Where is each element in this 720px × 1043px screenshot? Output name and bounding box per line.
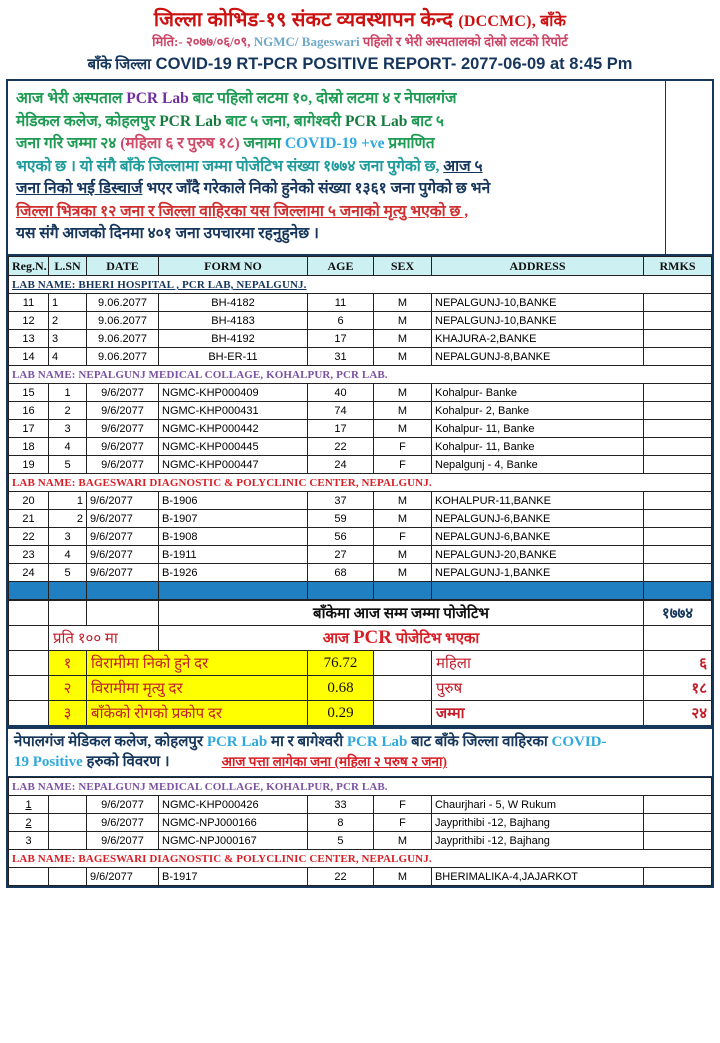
cell-rmks <box>644 438 712 456</box>
cell-reg: 20 <box>9 492 49 510</box>
cell-date: 9/6/2077 <box>87 384 159 402</box>
narrative-l4-today: आज ५ <box>443 157 483 175</box>
lab-name-row <box>9 366 712 384</box>
table-row <box>9 294 712 312</box>
cell-rmks <box>644 456 712 474</box>
outside-l2-found-today: आज पत्ता लागेका जना (महिला २ परुष २ जना) <box>221 754 447 770</box>
narrative-l6-deaths: जिल्ला भित्रका १२ जना र जिल्ला वाहिरका यस जिल्लामा ५ जनाको मृत्यु भएको छ , <box>16 202 469 220</box>
narrative-l2-c: बाट ५ जना, बागेश्वरी <box>225 112 342 130</box>
total-positive-label: बाँकेमा आज सम्म जम्मा पोजेटिभ <box>159 601 644 626</box>
cell-sex: M <box>374 384 432 402</box>
spacer-cell <box>87 601 159 626</box>
outside-lab-name-bageswari: LAB NAME: BAGESWARI DIAGNOSTIC & POLYCLINIC CENTER, NEPALGUNJ. <box>9 850 712 868</box>
cell-address: NEPALGUNJ-10,BANKE <box>432 294 644 312</box>
spacer-cell <box>9 601 49 626</box>
cell-date: 9/6/2077 <box>87 510 159 528</box>
narrative-block <box>8 81 712 256</box>
outside-lab-name-ngmc: LAB NAME: NEPALGUNJ MEDICAL COLLAGE, KOHALPUR, PCR LAB. <box>9 778 712 796</box>
table-row <box>9 438 712 456</box>
narrative-line-1 <box>16 88 657 110</box>
cell-date: 9/6/2077 <box>87 420 159 438</box>
cell-form: BH-4192 <box>159 330 308 348</box>
outside-note-line1 <box>14 732 706 752</box>
col-regn: Reg.N. <box>9 257 49 276</box>
divider-cell <box>308 582 374 600</box>
cell-address: Kohalpur- Banke <box>432 384 644 402</box>
header-row <box>9 257 712 276</box>
cell-form: NGMC-KHP000409 <box>159 384 308 402</box>
cell-form: BH-4183 <box>159 312 308 330</box>
cell-rmks <box>644 312 712 330</box>
rate-label-recovery: विरामीमा निको हुने दर <box>87 651 308 676</box>
cell-lsn: 2 <box>49 510 87 528</box>
table-row <box>9 330 712 348</box>
cell-reg: 2 <box>9 814 49 832</box>
cell-rmks <box>644 564 712 582</box>
table-row <box>9 832 712 850</box>
cell-date: 9.06.2077 <box>87 294 159 312</box>
narrative-l2-a: मेडिकल कलेज, कोहलपुर <box>16 112 156 130</box>
col-rmks: RMKS <box>644 257 712 276</box>
narrative-l5-b: भएर जाँदै गरेकाले निको हुनेको संख्या १३६१ जना पुगेको छ भने <box>146 180 491 198</box>
table-row <box>9 312 712 330</box>
cell-lsn: 4 <box>49 546 87 564</box>
cell-lsn: 1 <box>49 294 87 312</box>
header-report-title: COVID-19 RT-PCR POSITIVE REPORT- 2077-06-09 at 8:45 Pm <box>155 54 633 73</box>
cell-age: 27 <box>308 546 374 564</box>
cell-form: B-1926 <box>159 564 308 582</box>
cell-reg: 24 <box>9 564 49 582</box>
cell-form: B-1911 <box>159 546 308 564</box>
breakdown-label-male: पुरुष <box>431 676 643 701</box>
cell-form: NGMC-NPJ000167 <box>159 832 308 850</box>
cell-sex: M <box>374 420 432 438</box>
cell-rmks <box>644 420 712 438</box>
cell-reg: 18 <box>9 438 49 456</box>
table-row <box>9 384 712 402</box>
narrative-l1-c: बाट पहिलो लटमा १०, दोस्रो लटमा ४ र नेपालगंज <box>192 90 457 108</box>
lab-name-row <box>9 850 712 868</box>
cell-form: NGMC-KHP000442 <box>159 420 308 438</box>
cell-sex: M <box>374 294 432 312</box>
cell-form: BH-ER-11 <box>159 348 308 366</box>
cell-lsn: 5 <box>49 456 87 474</box>
spacer-cell <box>373 651 431 676</box>
rate-sn: १ <box>49 651 87 676</box>
cell-address: Kohalpur- 11, Banke <box>432 420 644 438</box>
cell-rmks <box>644 384 712 402</box>
table-row <box>9 814 712 832</box>
outside-l1-pcrlab-1: PCR Lab <box>206 733 268 750</box>
cell-address: NEPALGUNJ-1,BANKE <box>432 564 644 582</box>
cell-form: NGMC-KHP000445 <box>159 438 308 456</box>
cell-reg: 1 <box>9 796 49 814</box>
breakdown-value-female: ६ <box>644 651 712 676</box>
outside-l2-b: हरुको विवरण । <box>86 754 170 771</box>
cell-rmks <box>644 348 712 366</box>
narrative-l3-e: प्रमाणित <box>388 135 435 153</box>
cell-date: 9/6/2077 <box>87 456 159 474</box>
cell-address: KOHALPUR-11,BANKE <box>432 492 644 510</box>
lab-name-bheri: LAB NAME: BHERI HOSPITAL , PCR LAB, NEPALGUNJ. <box>9 276 712 294</box>
positive-cases-table <box>8 256 712 600</box>
lab-rows-bheri <box>9 294 712 366</box>
cell-age: 22 <box>308 438 374 456</box>
rate-value-recovery: 76.72 <box>307 651 373 676</box>
cell-rmks <box>644 330 712 348</box>
rate-value-death: 0.68 <box>307 676 373 701</box>
narrative-l1-a: आज भेरी अस्पताल <box>16 90 123 108</box>
cell-form: NGMC-KHP000431 <box>159 402 308 420</box>
narrative-line-3 <box>16 133 657 155</box>
cell-date: 9/6/2077 <box>87 438 159 456</box>
cell-address: NEPALGUNJ-8,BANKE <box>432 348 644 366</box>
cell-sex: M <box>374 564 432 582</box>
breakdown-value-male: १८ <box>644 676 712 701</box>
header-date-nepali: मिति:- २०७७/०६/०९, <box>152 34 251 49</box>
cell-reg: 19 <box>9 456 49 474</box>
breakdown-label-total: जम्मा <box>431 701 643 726</box>
outside-l1-c: मा र बागेश्वरी <box>271 733 344 750</box>
cell-sex: M <box>374 546 432 564</box>
cell-address: Nepalgunj - 4, Banke <box>432 456 644 474</box>
table-row <box>9 796 712 814</box>
table-row <box>9 510 712 528</box>
cell-date: 9/6/2077 <box>87 492 159 510</box>
narrative-l2-e: बाट ५ <box>411 112 444 130</box>
cell-lsn: 3 <box>49 330 87 348</box>
spacer-cell <box>9 676 49 701</box>
narrative-l3-genderbreak: (महिला ६ र पुरुष १८) <box>120 135 240 153</box>
cell-address: Jayprithibi -12, Bajhang <box>431 832 643 850</box>
summary-total-row <box>9 601 712 626</box>
summary-rate-row <box>9 701 712 726</box>
rate-label-death: विरामीमा मृत्यु दर <box>87 676 308 701</box>
per-hundred-label: प्रति १०० मा <box>49 626 159 651</box>
cell-age: 74 <box>308 402 374 420</box>
spacer-cell <box>9 626 49 651</box>
cell-age: 17 <box>308 330 374 348</box>
narrative-text <box>8 81 666 254</box>
cell-form: NGMC-KHP000447 <box>159 456 308 474</box>
rate-value-incidence: 0.29 <box>307 701 373 726</box>
summary-table <box>8 600 712 727</box>
cell-age: 59 <box>308 510 374 528</box>
narrative-l5-discharge: जना निको भई डिस्चार्ज <box>16 180 143 198</box>
narrative-l7-under-treatment: यस संगै आजको दिनमा ४०१ जना उपचारमा रहनुहुनेछ । <box>16 225 319 242</box>
cell-lsn: 2 <box>49 402 87 420</box>
header-district-label: बाँके जिल्ला <box>87 56 152 73</box>
outside-l2-positive: 19 Positive <box>14 754 83 771</box>
cell-age: 11 <box>308 294 374 312</box>
spacer-cell <box>644 626 712 651</box>
cell-rmks <box>644 492 712 510</box>
table-row <box>9 456 712 474</box>
cell-rmks <box>643 796 711 814</box>
table-row <box>9 564 712 582</box>
cell-lsn <box>49 832 87 850</box>
outside-lab-section-bageswari <box>9 850 712 886</box>
cell-reg <box>9 868 49 886</box>
cell-sex: F <box>373 814 431 832</box>
divider-cell <box>159 582 308 600</box>
cell-address: Jayprithibi -12, Bajhang <box>431 814 643 832</box>
narrative-l1-pcrlab: PCR Lab <box>126 90 189 108</box>
header-subtitle-line2 <box>6 35 714 50</box>
cell-sex: F <box>374 438 432 456</box>
cell-sex: M <box>373 832 431 850</box>
cell-address: NEPALGUNJ-6,BANKE <box>432 510 644 528</box>
col-address: ADDRESS <box>432 257 644 276</box>
total-positive-value: १७७४ <box>644 601 712 626</box>
cell-lsn <box>49 868 87 886</box>
spacer-cell <box>373 701 431 726</box>
breakdown-label-female: महिला <box>431 651 643 676</box>
table-row <box>9 546 712 564</box>
cell-date: 9/6/2077 <box>87 546 159 564</box>
cell-age: 37 <box>308 492 374 510</box>
cell-sex: M <box>374 330 432 348</box>
narrative-l2-pcrlab-2: PCR Lab <box>344 112 408 130</box>
divider-cell <box>87 582 159 600</box>
document-header <box>6 9 714 74</box>
cell-rmks <box>643 814 711 832</box>
cell-age: 56 <box>308 528 374 546</box>
cell-address: NEPALGUNJ-10,BANKE <box>432 312 644 330</box>
outside-l1-e: बाट बाँके जिल्ला वाहिरका <box>411 733 548 750</box>
rate-sn: २ <box>49 676 87 701</box>
cell-sex: F <box>374 528 432 546</box>
cell-reg: 23 <box>9 546 49 564</box>
header-title-line1 <box>6 9 714 32</box>
cell-lsn: 1 <box>49 492 87 510</box>
cell-date: 9/6/2077 <box>87 528 159 546</box>
cell-form: B-1917 <box>159 868 308 886</box>
cell-reg: 21 <box>9 510 49 528</box>
outside-lab-section-ngmc <box>9 778 712 850</box>
pcr-today-pcr: PCR <box>352 627 392 649</box>
outside-district-note <box>8 727 712 778</box>
divider-cell <box>9 582 49 600</box>
cell-lsn <box>49 796 87 814</box>
cell-form: NGMC-NPJ000166 <box>159 814 308 832</box>
cell-age: 24 <box>308 456 374 474</box>
cell-address: NEPALGUNJ-6,BANKE <box>432 528 644 546</box>
lab-name-row <box>9 474 712 492</box>
summary-rate-row <box>9 676 712 701</box>
cell-reg: 22 <box>9 528 49 546</box>
cell-rmks <box>644 294 712 312</box>
narrative-line-5 <box>16 178 657 200</box>
narrative-line-7 <box>16 223 657 245</box>
cell-age: 68 <box>308 564 374 582</box>
spacer-cell <box>9 651 49 676</box>
cell-date: 9.06.2077 <box>87 348 159 366</box>
cell-reg: 12 <box>9 312 49 330</box>
narrative-l4-a: भएको छ । यो संगै बाँके जिल्लामा जम्मा पोजेटिभ संख्या १७७४ जना पुगेको छ, <box>16 157 440 175</box>
narrative-l3-c: जनामा <box>243 135 281 153</box>
cell-age: 5 <box>307 832 373 850</box>
cell-date: 9.06.2077 <box>87 330 159 348</box>
narrative-line-2 <box>16 111 657 133</box>
cell-lsn: 1 <box>49 384 87 402</box>
lab-section-ngmc <box>9 366 712 474</box>
pcr-today-a: आज <box>322 631 350 648</box>
table-row <box>9 348 712 366</box>
cell-sex: M <box>374 492 432 510</box>
narrative-l3-a: जना गरि जम्मा २४ <box>16 135 117 153</box>
rate-sn: ३ <box>49 701 87 726</box>
lab-name-row <box>9 276 712 294</box>
spacer-cell <box>49 601 87 626</box>
cell-reg: 11 <box>9 294 49 312</box>
cell-rmks <box>643 868 711 886</box>
cell-address: BHERIMALIKA-4,JAJARKOT <box>431 868 643 886</box>
divider-cell <box>432 582 644 600</box>
cell-address: Chaurjhari - 5, W Rukum <box>431 796 643 814</box>
cell-address: KHAJURA-2,BANKE <box>432 330 644 348</box>
cell-age: 31 <box>308 348 374 366</box>
cell-date: 9/6/2077 <box>87 868 159 886</box>
cell-lsn <box>49 814 87 832</box>
cell-sex: M <box>374 312 432 330</box>
lab-name-ngmc: LAB NAME: NEPALGUNJ MEDICAL COLLAGE, KOHALPUR, PCR LAB. <box>9 366 712 384</box>
outside-l1-covid: COVID- <box>551 733 607 750</box>
cell-lsn: 3 <box>49 528 87 546</box>
header-title-dccmc: (DCCMC), बाँके <box>458 13 567 30</box>
cell-lsn: 3 <box>49 420 87 438</box>
cell-lsn: 5 <box>49 564 87 582</box>
cell-date: 9/6/2077 <box>87 402 159 420</box>
summary-subheader-row <box>9 626 712 651</box>
cell-reg: 3 <box>9 832 49 850</box>
cell-age: 17 <box>308 420 374 438</box>
cell-age: 6 <box>308 312 374 330</box>
cell-form: B-1906 <box>159 492 308 510</box>
cell-age: 22 <box>307 868 373 886</box>
report-frame <box>6 79 714 888</box>
cell-rmks <box>644 402 712 420</box>
divider-cell <box>644 582 712 600</box>
header-subtitle-rest: पहिलो र भेरी अस्पतालको दोस्रो लटको रिपोर्ट <box>362 34 568 49</box>
cell-age: 8 <box>307 814 373 832</box>
table-row <box>9 402 712 420</box>
cell-reg: 16 <box>9 402 49 420</box>
cell-sex: M <box>374 510 432 528</box>
cell-reg: 14 <box>9 348 49 366</box>
header-report-line3 <box>6 55 714 74</box>
narrative-line-6 <box>16 201 657 223</box>
col-date: DATE <box>87 257 159 276</box>
narrative-line-4 <box>16 156 657 178</box>
cell-address: Kohalpur- 11, Banke <box>432 438 644 456</box>
cell-lsn: 4 <box>49 348 87 366</box>
outside-note-line2 <box>14 752 706 772</box>
spacer-cell <box>373 676 431 701</box>
cell-sex: F <box>373 796 431 814</box>
report-page <box>0 9 720 1043</box>
lab-name-bageswari: LAB NAME: BAGESWARI DIAGNOSTIC & POLYCLINIC CENTER, NEPALGUNJ. <box>9 474 712 492</box>
outside-district-table <box>8 777 712 886</box>
summary-rate-row <box>9 651 712 676</box>
cell-sex: M <box>374 402 432 420</box>
lab-name-row <box>9 778 712 796</box>
cell-sex: M <box>373 868 431 886</box>
lab-section-bageswari <box>9 474 712 600</box>
table-row <box>9 528 712 546</box>
rate-label-incidence: बाँकेको रोगको प्रकोप दर <box>87 701 308 726</box>
pcr-positive-today-label <box>159 626 644 651</box>
cell-date: 9/6/2077 <box>87 796 159 814</box>
pcr-today-c: पोजेटिभ भएका <box>395 631 480 648</box>
cell-sex: M <box>374 348 432 366</box>
header-title-nepali: जिल्ला कोभिड-१९ संकट व्यवस्थापन केन्द <box>153 9 454 31</box>
cell-form: BH-4182 <box>159 294 308 312</box>
breakdown-value-total: २४ <box>644 701 712 726</box>
cell-lsn: 2 <box>49 312 87 330</box>
col-age: AGE <box>308 257 374 276</box>
divider-cell <box>374 582 432 600</box>
table-column-headers <box>9 257 712 276</box>
col-sex: SEX <box>374 257 432 276</box>
cell-rmks <box>644 510 712 528</box>
outside-l1-a: नेपालगंज मेडिकल कलेज, कोहलपुर <box>14 733 204 750</box>
cell-date: 9/6/2077 <box>87 832 159 850</box>
cell-rmks <box>643 832 711 850</box>
cell-date: 9/6/2077 <box>87 564 159 582</box>
outside-l1-pcrlab-2: PCR Lab <box>346 733 408 750</box>
col-formno: FORM NO <box>159 257 308 276</box>
table-row <box>9 868 712 886</box>
cell-rmks <box>644 546 712 564</box>
cell-reg: 17 <box>9 420 49 438</box>
table-row <box>9 492 712 510</box>
cell-reg: 15 <box>9 384 49 402</box>
narrative-l2-pcrlab-1: PCR Lab <box>159 112 222 130</box>
lab-section-bheri <box>9 276 712 294</box>
spacer-cell <box>9 701 49 726</box>
cell-address: Kohalpur- 2, Banke <box>432 402 644 420</box>
cell-age: 33 <box>307 796 373 814</box>
cell-lsn: 4 <box>49 438 87 456</box>
cell-rmks <box>644 528 712 546</box>
cell-reg: 13 <box>9 330 49 348</box>
cell-date: 9/6/2077 <box>87 814 159 832</box>
col-lsn: L.SN <box>49 257 87 276</box>
cell-form: B-1907 <box>159 510 308 528</box>
cell-address: NEPALGUNJ-20,BANKE <box>432 546 644 564</box>
section-divider-bar <box>9 582 712 600</box>
divider-cell <box>49 582 87 600</box>
cell-form: NGMC-KHP000426 <box>159 796 308 814</box>
narrative-l3-covid-positive: COVID-19 +ve <box>284 135 385 153</box>
header-ngmc-label: NGMC/ Bageswari <box>253 34 360 49</box>
cell-form: B-1908 <box>159 528 308 546</box>
cell-sex: F <box>374 456 432 474</box>
cell-date: 9.06.2077 <box>87 312 159 330</box>
cell-age: 40 <box>308 384 374 402</box>
narrative-side-column <box>666 81 712 254</box>
table-row <box>9 420 712 438</box>
